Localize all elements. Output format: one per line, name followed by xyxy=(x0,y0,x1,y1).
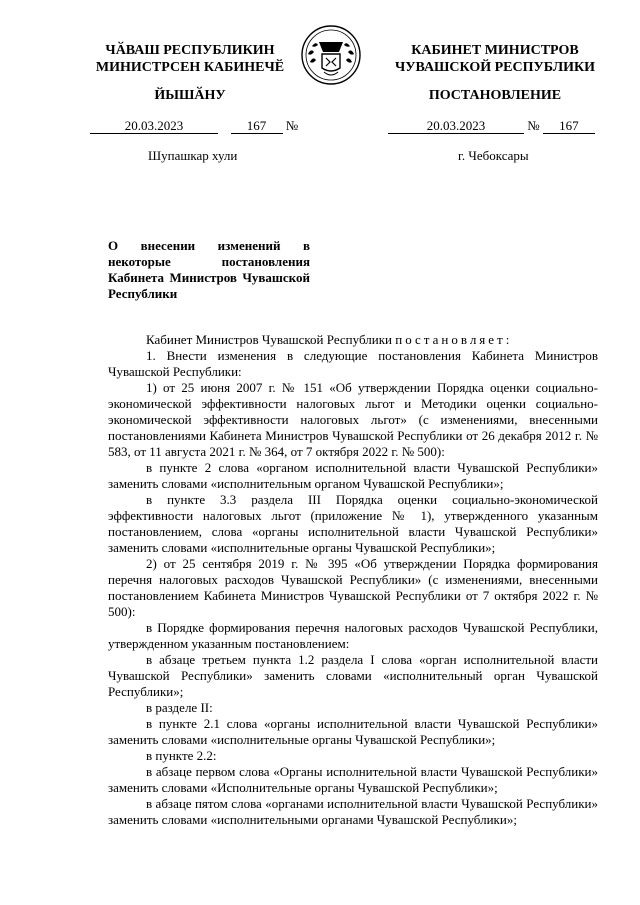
body-paragraph: 1. Внести изменения в следующие постановления Кабинета Министров Чувашской Республики: xyxy=(108,348,598,379)
doc-type-right: ПОСТАНОВЛЕНИЕ xyxy=(428,88,562,103)
intro-spaced: постановляет: xyxy=(395,332,513,347)
body-paragraph: в разделе II: xyxy=(146,700,213,715)
number-right: 167 xyxy=(543,118,595,134)
header-left xyxy=(80,42,300,76)
place-left: Шупашкар хули xyxy=(148,148,238,163)
number-sign-left: № xyxy=(285,118,299,133)
body-paragraph: в абзаце третьем пункта 1.2 раздела I слова «орган исполнительной власти Чувашской Республики» заменить словами «исполнительный орган Чувашской Республики»; xyxy=(108,652,598,699)
document-body xyxy=(108,332,598,828)
date-right: 20.03.2023 xyxy=(388,118,524,134)
header-right-line1: КАБИНЕТ МИНИСТРОВ xyxy=(411,43,579,58)
body-paragraph: в пункте 2.2: xyxy=(146,748,217,763)
body-paragraph: в Порядке формирования перечня налоговых расходов Чувашской Республики, утвержденном указанным постановлением: xyxy=(108,620,598,651)
intro-text: Кабинет Министров Чувашской Республики xyxy=(146,332,392,347)
number-left: 167 xyxy=(231,118,283,134)
body-paragraph: в абзаце первом слова «Органы исполнительной власти Чувашской Республики» заменить словами «Исполнительные органы Чувашской Республики»; xyxy=(108,764,598,795)
header-left-line1: ЧӐВАШ РЕСПУБЛИКИН xyxy=(105,43,275,58)
body-paragraph: в абзаце пятом слова «органами исполнительной власти Чувашской Республики» заменить словами «исполнительными органами Чувашской Республики»; xyxy=(108,796,598,827)
dateline-right xyxy=(388,118,595,134)
body-paragraph: 2) от 25 сентября 2019 г. № 395 «Об утверждении Порядка формирования перечня налоговых расходов Чувашской Республики» (с изменениями, внесенными постановлением Кабинета Министров Чувашской Республики от 7 октября 2022 г. № 500): xyxy=(108,556,598,619)
body-paragraph: 1) от 25 июня 2007 г. № 151 «Об утверждении Порядка оценки социально-экономической эффективности налоговых льгот и Методики оценки социально-экономической эффективности налоговых льгот» (с изменениями, внесенными постановлениями Кабинета Министров Чувашской Республики от 26 декабря 2012 г. № 583, от 11 августа 2021 г. № 364, от 7 октября 2022 г. № 500): xyxy=(108,380,598,459)
document-title: О внесении изменений в некоторые постановления Кабинета Министров Чувашской Республики xyxy=(108,238,310,301)
place-right: г. Чебоксары xyxy=(458,148,529,163)
dateline-left xyxy=(90,118,298,134)
header-right xyxy=(380,42,610,76)
body-paragraph: в пункте 3.3 раздела III Порядка оценки социально-экономической эффективности налоговых льгот (приложение № 1), утвержденного указанным постановлением, слова «органы исполнительной власти Чувашской Республики» заменить словами «исполнительные органы Чувашской Республики»; xyxy=(108,492,598,555)
body-paragraph: в пункте 2.1 слова «органы исполнительной власти Чувашской Республики» заменить словами «исполнительные органы Чувашской Республики»; xyxy=(108,716,598,747)
header-right-line2: ЧУВАШСКОЙ РЕСПУБЛИКИ xyxy=(394,60,596,75)
date-left: 20.03.2023 xyxy=(90,118,218,134)
body-paragraph: в пункте 2 слова «органом исполнительной власти Чувашской Республики» заменить словами «исполнительным органом Чувашской Республики»; xyxy=(108,460,598,491)
header-left-line2: МИНИСТРСЕН КАБИНЕЧӖ xyxy=(95,60,285,75)
intro-paragraph xyxy=(108,332,598,348)
coat-of-arms-icon xyxy=(300,24,362,86)
doc-type-left: ЙЫШӐНУ xyxy=(154,88,226,103)
number-sign-right: № xyxy=(527,118,540,133)
